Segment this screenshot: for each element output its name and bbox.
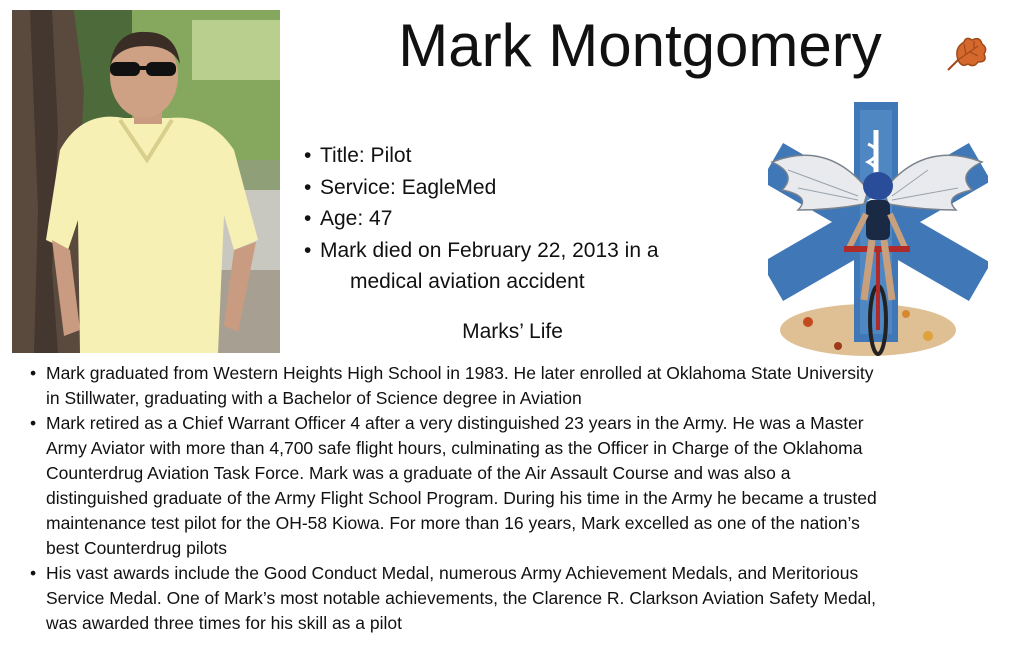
portrait-photo — [12, 10, 280, 353]
life-item-army-career: • Mark retired as a Chief Warrant Officer 4 after a very distinguished 23 years in the Army. He was a Master Army Aviator with more than 4,700 safe flight hours, culminating as the Officer in Charge of the Oklahoma Counterdrug Aviation Task Force. Mark was a graduate of the Air Assault Course and was also a distinguished graduate of the Army Flight School Program. During his time in the Army he became a trusted maintenance test pilot for the OH-58 Kiowa. For more than 16 years, Mark excelled as one of the nation’s best Counterdrug pilots — [30, 413, 877, 558]
star-of-life-angel-cyclist-emblem — [768, 100, 988, 358]
life-details-list — [30, 361, 1010, 636]
bullet: • — [30, 363, 37, 383]
bullet: • — [30, 413, 37, 433]
bullet: • — [304, 207, 312, 230]
bullet: • — [304, 144, 312, 167]
section-heading: Marks’ Life — [462, 320, 563, 343]
portrait-illustration — [12, 10, 280, 353]
fact-list — [304, 140, 764, 298]
life-item-awards: • His vast awards include the Good Conduct Medal, numerous Army Achievement Medals, and Meritorious Service Medal. One of Mark’s most notable achievements, the Clarence R. Clarkson Aviation Safety Medal, was awarded three times for his skill as a pilot — [30, 563, 877, 633]
life-item-education: • Mark graduated from Western Heights High School in 1983. He later enrolled at Oklahoma State University in Stillwater, graduating with a Bachelor of Science degree in Aviation — [30, 363, 874, 408]
fact-service: • Service: EagleMed — [304, 172, 764, 204]
bullet: • — [30, 563, 37, 583]
fact-age: • Age: 47 — [304, 203, 764, 235]
bullet: • — [304, 238, 312, 262]
page-title: Mark Montgomery — [398, 12, 882, 79]
fact-death: • Mark died on February 22, 2013 in a medical aviation accident — [304, 235, 764, 298]
autumn-leaf-icon — [944, 34, 990, 74]
bullet: • — [304, 175, 312, 199]
fact-title: • Title: Pilot — [304, 140, 764, 172]
fact-death-continuation: medical aviation accident — [350, 270, 585, 293]
